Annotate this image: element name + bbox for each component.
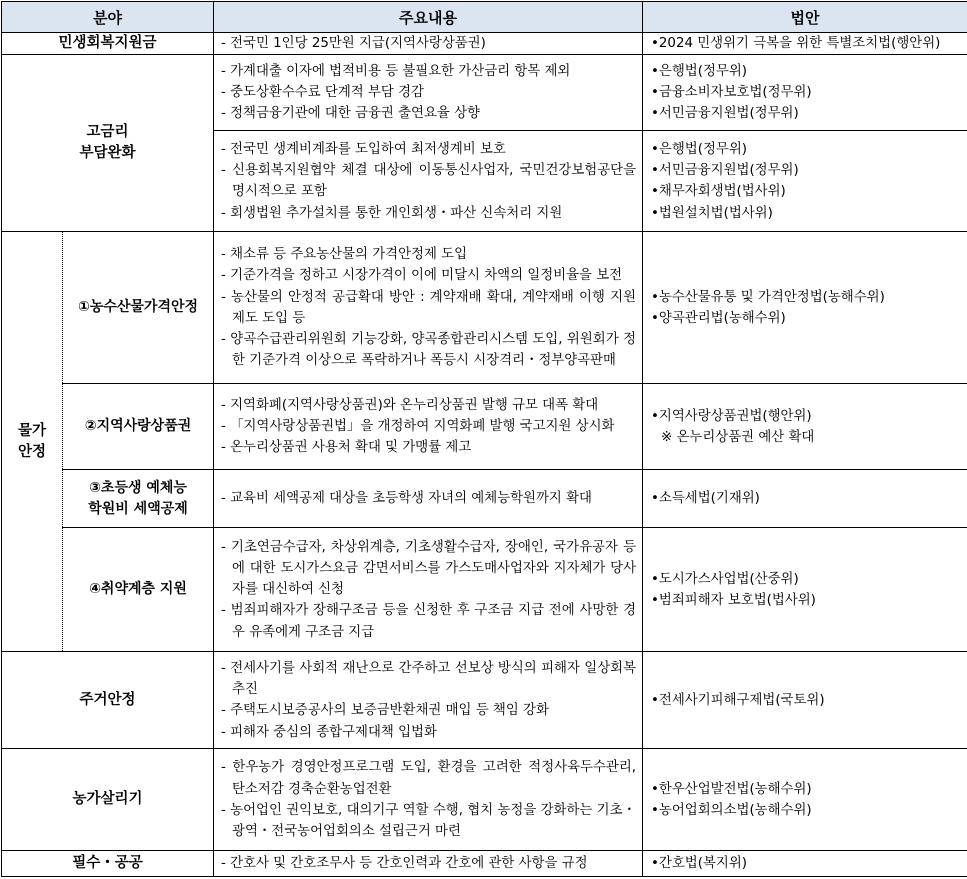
law-item: •농수산물유통 및 가격안정법(농해수위) xyxy=(651,287,961,308)
law-note: ※ 온누리상품권 예산 확대 xyxy=(651,427,961,448)
law-item: •서민금융지원법(정무위) xyxy=(651,160,961,181)
content-item: - 양곡수급관리위원회 기능강화, 양곡종합관리시스템 도입, 위원회가 정한 기준가격 이상으로 폭락하거나 폭등시 시장격리・정부양곡판매 xyxy=(221,329,636,372)
content-item: - 한우농가 경영안정프로그램 도입, 환경을 고려한 적정사육두수관리, 탄소저감 경축순환농업전환 xyxy=(221,757,636,800)
content-cell xyxy=(214,232,643,384)
law-cell xyxy=(643,851,967,877)
content-item: - 「지역사랑상품권법」을 개정하여 지역화폐 발행 국고지원 상시화 xyxy=(221,416,636,437)
law-item: •2024 민생위기 극복을 위한 특별조치법(행안위) xyxy=(651,33,961,54)
law-item: •법원설치법(법사위) xyxy=(651,203,961,224)
table-row xyxy=(2,33,967,55)
content-item: - 신용회복지원협약 체결 대상에 이동통신사업자, 국민건강보험공단을 명시적으로 포함 xyxy=(221,160,636,203)
table-header-row xyxy=(2,2,967,33)
subcategory-cell xyxy=(63,470,214,528)
policy-table xyxy=(1,1,967,877)
category-line: 고금리 xyxy=(86,124,128,140)
content-item: - 주택도시보증공사의 보증금반환채권 매입 등 책임 강화 xyxy=(221,700,636,721)
content-item: - 피해자 중심의 종합구제대책 입법화 xyxy=(221,722,636,743)
content-item: - 기초연금수급자, 차상위계층, 기초생활수급자, 장애인, 국가유공자 등에 대한 도시가스요금 감면서비스를 가스도매사업자와 지자체가 당사자를 대신하여 신청 xyxy=(221,537,636,601)
law-item: •채무자회생법(법사위) xyxy=(651,181,961,202)
table-row xyxy=(2,749,967,851)
group-cell xyxy=(2,232,63,652)
table-row xyxy=(2,384,967,470)
law-item: •금융소비자보호법(정무위) xyxy=(651,82,961,103)
law-item: •은행법(정무위) xyxy=(651,61,961,82)
table-row xyxy=(2,851,967,877)
law-item: •간호법(복지위) xyxy=(651,853,961,874)
content-item: - 전국민 1인당 25만원 지급(지역사랑상품권) xyxy=(221,33,636,54)
subcategory-cell: ④취약계층 지원 xyxy=(63,528,214,652)
content-item: - 범죄피해자가 장해구조금 등을 신청한 후 구조금 지급 전에 사망한 경우 유족에게 구조금 지급 xyxy=(221,600,636,643)
content-item: - 교육비 세액공제 대상을 초등학생 자녀의 예체능학원까지 확대 xyxy=(221,488,636,509)
subcategory-line: ③초등생 예체능 xyxy=(89,480,187,496)
law-item: •소득세법(기재위) xyxy=(651,488,961,509)
law-cell xyxy=(643,384,967,470)
law-item: •양곡관리법(농해수위) xyxy=(651,308,961,329)
content-item: - 지역화폐(지역사랑상품권)와 온누리상품권 발행 규모 대폭 확대 xyxy=(221,395,636,416)
table-row xyxy=(2,470,967,528)
content-item: - 중도상환수수료 단계적 부담 경감 xyxy=(221,82,636,103)
law-item: •지역사랑상품권법(행안위) xyxy=(651,406,961,427)
law-cell xyxy=(643,232,967,384)
table-row xyxy=(2,232,967,384)
law-item: •전세사기피해구제법(국토위) xyxy=(651,690,961,711)
law-item: •한우산업발전법(농해수위) xyxy=(651,779,961,800)
table-row xyxy=(2,652,967,749)
content-cell xyxy=(214,851,643,877)
table-row xyxy=(2,55,967,131)
content-cell xyxy=(214,384,643,470)
content-item: - 채소류 등 주요농산물의 가격안정제 도입 xyxy=(221,244,636,265)
category-cell xyxy=(2,55,214,232)
content-item: - 전국민 생계비계좌를 도입하여 최저생계비 보호 xyxy=(221,139,636,160)
category-cell: 필수・공공 xyxy=(2,851,214,877)
group-line: 물가 xyxy=(18,423,46,439)
header-law: 법안 xyxy=(643,2,967,33)
law-item: •서민금융지원법(정무위) xyxy=(651,103,961,124)
content-cell xyxy=(214,749,643,851)
law-item: •은행법(정무위) xyxy=(651,139,961,160)
content-item: - 온누리상품권 사용처 확대 및 가맹률 제고 xyxy=(221,437,636,458)
table-row xyxy=(2,528,967,652)
subcategory-line: 학원비 세액공제 xyxy=(88,501,188,517)
law-cell xyxy=(643,528,967,652)
content-cell xyxy=(214,652,643,749)
content-cell xyxy=(214,131,643,232)
law-item: •도시가스사업법(산중위) xyxy=(651,569,961,590)
content-cell xyxy=(214,33,643,55)
subcategory-cell: ①농수산물가격안정 xyxy=(63,232,214,384)
content-cell xyxy=(214,470,643,528)
subcategory-cell: ②지역사랑상품권 xyxy=(63,384,214,470)
content-cell xyxy=(214,528,643,652)
content-item: - 농어업인 권익보호, 대의기구 역할 수행, 협치 농정을 강화하는 기초・광역・전국농어업회의소 설립근거 마련 xyxy=(221,800,636,843)
content-item: - 회생법원 추가설치를 통한 개인회생・파산 신속처리 지원 xyxy=(221,203,636,224)
category-line: 부담완화 xyxy=(79,145,135,161)
category-cell: 주거안정 xyxy=(2,652,214,749)
content-item: - 가계대출 이자에 법적비용 등 불필요한 가산금리 항목 제외 xyxy=(221,61,636,82)
content-item: - 기준가격을 정하고 시장가격이 이에 미달시 차액의 일정비율을 보전 xyxy=(221,265,636,286)
content-item: - 정책금융기관에 대한 금융권 출연요율 상향 xyxy=(221,103,636,124)
content-item: - 전세사기를 사회적 재난으로 간주하고 선보상 방식의 피해자 일상회복 추진 xyxy=(221,658,636,701)
law-cell xyxy=(643,131,967,232)
content-item: - 간호사 및 간호조무사 등 간호인력과 간호에 관한 사항을 규정 xyxy=(221,853,636,874)
law-cell xyxy=(643,652,967,749)
header-content: 주요내용 xyxy=(214,2,643,33)
law-cell xyxy=(643,470,967,528)
law-cell xyxy=(643,33,967,55)
content-cell xyxy=(214,55,643,131)
law-cell xyxy=(643,749,967,851)
category-cell: 민생회복지원금 xyxy=(2,33,214,55)
law-item: •농어업회의소법(농해수위) xyxy=(651,800,961,821)
group-line: 안정 xyxy=(18,444,46,460)
header-field: 분야 xyxy=(2,2,214,33)
law-cell xyxy=(643,55,967,131)
category-cell: 농가살리기 xyxy=(2,749,214,851)
content-item: - 농산물의 안정적 공급확대 방안 : 계약재배 확대, 계약재배 이행 지원제도 도입 등 xyxy=(221,287,636,330)
law-item: •범죄피해자 보호법(법사위) xyxy=(651,590,961,611)
